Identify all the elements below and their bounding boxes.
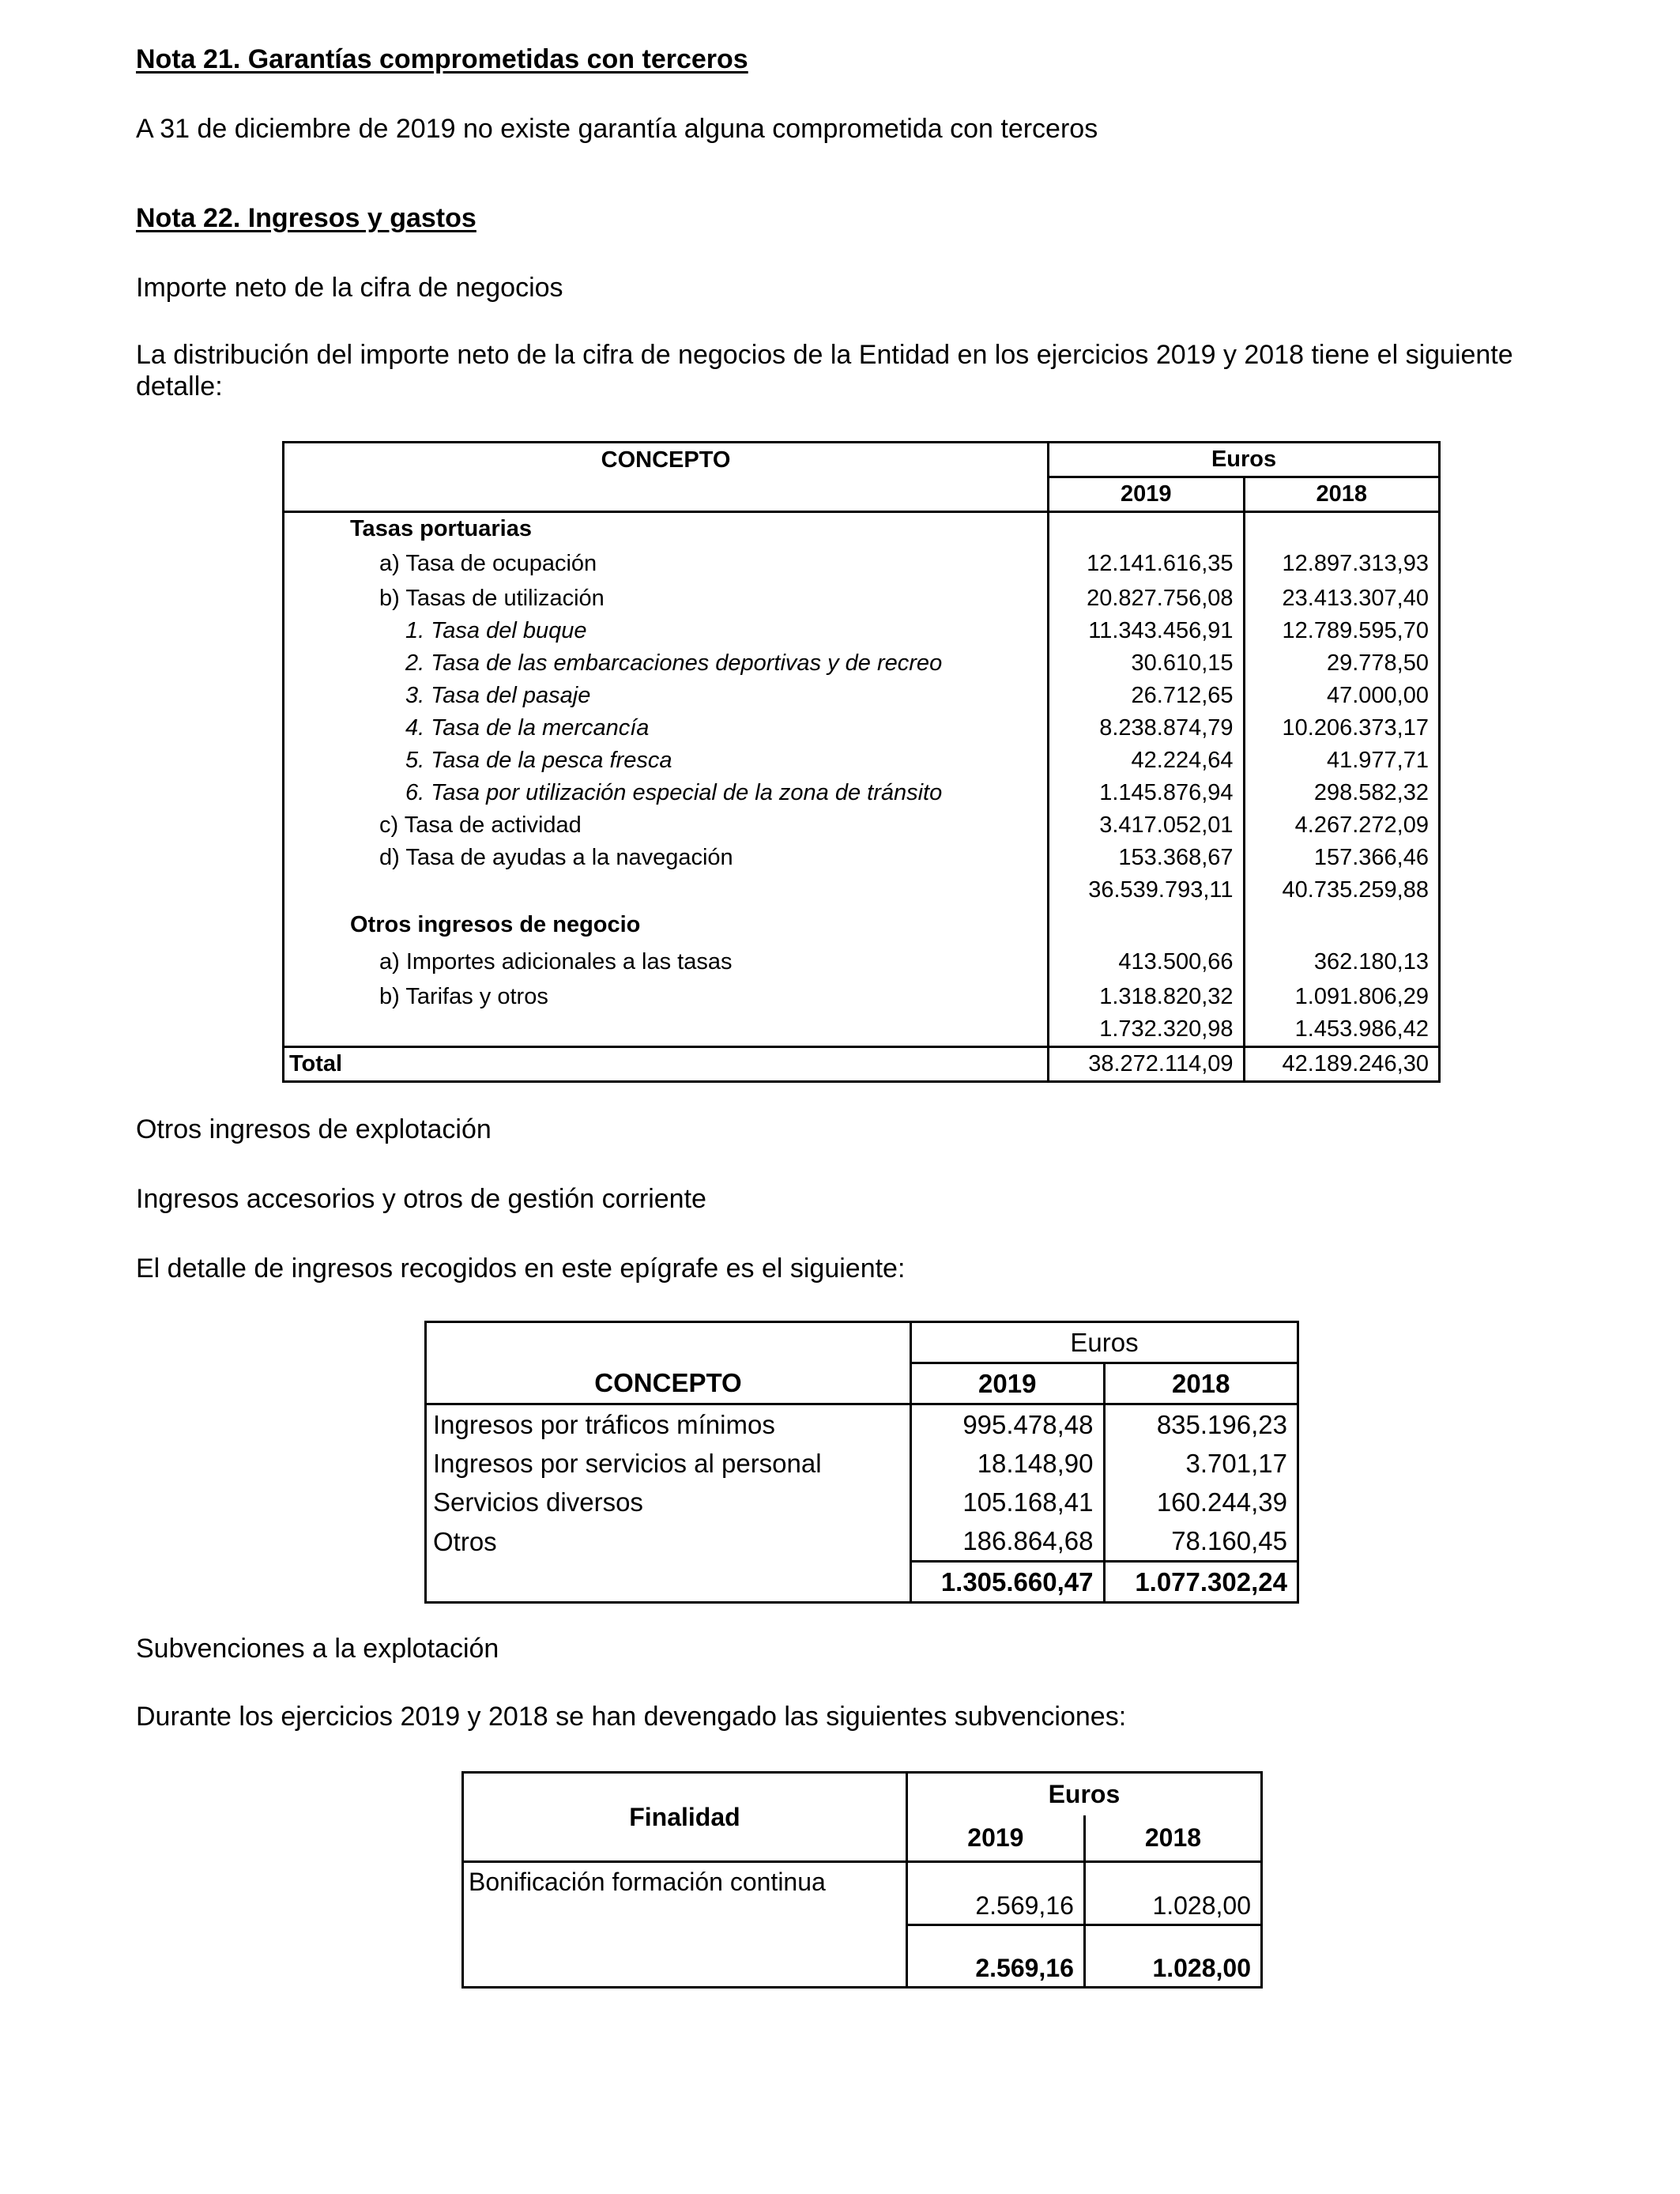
subvenciones-intro: Durante los ejercicios 2019 y 2018 se han devengado las siguientes subvenciones:: [136, 1702, 1127, 1732]
row-label: 1. Tasa del buque: [284, 615, 1049, 647]
header-euros: Euros: [1049, 443, 1440, 477]
row-2019: 413.500,66: [1049, 944, 1244, 981]
table-row: [426, 1483, 1298, 1521]
total-2019: 2.569,16: [906, 1924, 1084, 1987]
row-label: d) Tasa de ayudas a la navegación: [284, 842, 1049, 874]
row-2018: 41.977,71: [1244, 745, 1439, 777]
header-2019: 2019: [906, 1815, 1084, 1862]
tasas-subtotal-2019: 36.539.793,11: [1049, 874, 1244, 907]
header-2019: 2019: [1049, 477, 1244, 512]
row-2019: 42.224,64: [1049, 745, 1244, 777]
row-2019: 3.417.052,01: [1049, 809, 1244, 842]
row-2019: 153.368,67: [1049, 842, 1244, 874]
table-row: [284, 842, 1440, 874]
subvenciones-subtitle: Subvenciones a la explotación: [136, 1634, 499, 1664]
table-row: [284, 582, 1440, 615]
row-2018: 157.366,46: [1244, 842, 1439, 874]
nota-21-text: A 31 de diciembre de 2019 no existe garantía alguna comprometida con terceros: [136, 114, 1098, 144]
subvenciones-table: [461, 1771, 1263, 1989]
row-2019: 26.712,65: [1049, 680, 1244, 712]
total-row: [284, 1047, 1440, 1082]
row-2019: 995.478,48: [911, 1404, 1105, 1445]
header-2018: 2018: [1104, 1363, 1298, 1404]
nota-21-heading: Nota 21. Garantías comprometidas con terceros: [136, 44, 748, 74]
row-2019: 105.168,41: [911, 1483, 1105, 1521]
otros-subtotal-2018: 1.453.986,42: [1244, 1013, 1439, 1047]
row-2018: 12.897.313,93: [1244, 545, 1439, 582]
table-row: [284, 944, 1440, 981]
row-label: b) Tarifas y otros: [284, 981, 1049, 1013]
row-label: Ingresos por tráficos mínimos: [426, 1404, 911, 1445]
otros-subtotal-2019: 1.732.320,98: [1049, 1013, 1244, 1047]
table-row: [284, 712, 1440, 745]
row-2018: 1.091.806,29: [1244, 981, 1439, 1013]
row-2018: 47.000,00: [1244, 680, 1439, 712]
row-label: Servicios diversos: [426, 1483, 911, 1521]
row-2018: 10.206.373,17: [1244, 712, 1439, 745]
total-2019: 38.272.114,09: [1049, 1047, 1244, 1082]
row-label: Ingresos por servicios al personal: [426, 1444, 911, 1483]
row-2019: 186.864,68: [911, 1521, 1105, 1562]
row-2018: 362.180,13: [1244, 944, 1439, 981]
row-2019: 8.238.874,79: [1049, 712, 1244, 745]
row-2018: 160.244,39: [1104, 1483, 1298, 1521]
table-row: [426, 1404, 1298, 1445]
row-2018: 12.789.595,70: [1244, 615, 1439, 647]
row-2018: 298.582,32: [1244, 777, 1439, 809]
row-2018: 3.701,17: [1104, 1444, 1298, 1483]
row-2019: 2.569,16: [906, 1862, 1084, 1925]
total-row: [463, 1924, 1262, 1987]
header-concepto: CONCEPTO: [426, 1363, 911, 1404]
header-blank: [284, 477, 1049, 512]
ingresos-accesorios-table: [424, 1321, 1299, 1604]
ingresos-accesorios-intro: El detalle de ingresos recogidos en este epígrafe es el siguiente:: [136, 1253, 906, 1284]
row-2018: 29.778,50: [1244, 647, 1439, 680]
header-finalidad: Finalidad: [463, 1773, 907, 1862]
table-row: [426, 1521, 1298, 1562]
cifra-negocios-table: [282, 441, 1441, 1083]
table-row: [284, 545, 1440, 582]
row-2018: 23.413.307,40: [1244, 582, 1439, 615]
row-label: 5. Tasa de la pesca fresca: [284, 745, 1049, 777]
row-2018: 78.160,45: [1104, 1521, 1298, 1562]
cifra-negocios-intro: La distribución del importe neto de la cifra de negocios de la Entidad en los ejercicios 2019 y 2018 tiene el siguiente detalle:: [136, 340, 1513, 401]
tasas-subtotal-2018: 40.735.259,88: [1244, 874, 1439, 907]
table-row: [284, 745, 1440, 777]
table-row: [284, 615, 1440, 647]
table-row: [284, 680, 1440, 712]
total-label: Total: [284, 1047, 1049, 1082]
row-2018: 835.196,23: [1104, 1404, 1298, 1445]
table-row: [284, 647, 1440, 680]
row-2019: 1.145.876,94: [1049, 777, 1244, 809]
row-label: a) Importes adicionales a las tasas: [284, 944, 1049, 981]
total-2018: 1.077.302,24: [1104, 1562, 1298, 1603]
table-row: [284, 809, 1440, 842]
otros-ingresos-explotacion-subtitle: Otros ingresos de explotación: [136, 1114, 492, 1144]
row-label: 2. Tasa de las embarcaciones deportivas y de recreo: [284, 647, 1049, 680]
header-2019: 2019: [911, 1363, 1105, 1404]
total-2019: 1.305.660,47: [911, 1562, 1105, 1603]
header-euros: Euros: [906, 1773, 1261, 1815]
row-2019: 11.343.456,91: [1049, 615, 1244, 647]
row-label: Otros: [426, 1521, 911, 1562]
total-row: [426, 1562, 1298, 1603]
total-2018: 1.028,00: [1084, 1924, 1261, 1987]
nota-22-heading: Nota 22. Ingresos y gastos: [136, 203, 477, 233]
row-label: 4. Tasa de la mercancía: [284, 712, 1049, 745]
table-row: [284, 777, 1440, 809]
header-concepto: CONCEPTO: [284, 443, 1049, 477]
row-label: c) Tasa de actividad: [284, 809, 1049, 842]
row-2019: 30.610,15: [1049, 647, 1244, 680]
row-label: b) Tasas de utilización: [284, 582, 1049, 615]
table-row: [463, 1862, 1262, 1925]
header-euros: Euros: [911, 1322, 1298, 1363]
header-2018: 2018: [1244, 477, 1439, 512]
row-2018: 4.267.272,09: [1244, 809, 1439, 842]
otros-subtotal-row: [284, 1013, 1440, 1047]
row-2019: 1.318.820,32: [1049, 981, 1244, 1013]
row-label: 3. Tasa del pasaje: [284, 680, 1049, 712]
header-2018: 2018: [1084, 1815, 1261, 1862]
row-label: Bonificación formación continua: [463, 1862, 907, 1925]
table-row: [284, 981, 1440, 1013]
ingresos-accesorios-subtitle: Ingresos accesorios y otros de gestión corriente: [136, 1184, 706, 1214]
tasas-subtotal-row: [284, 874, 1440, 907]
row-label: 6. Tasa por utilización especial de la zona de tránsito: [284, 777, 1049, 809]
row-2019: 20.827.756,08: [1049, 582, 1244, 615]
otros-ingresos-title: Otros ingresos de negocio: [284, 907, 1049, 944]
row-2018: 1.028,00: [1084, 1862, 1261, 1925]
table-row: [426, 1444, 1298, 1483]
cifra-negocios-subtitle: Importe neto de la cifra de negocios: [136, 273, 563, 303]
row-label: a) Tasa de ocupación: [284, 545, 1049, 582]
row-2019: 12.141.616,35: [1049, 545, 1244, 582]
total-2018: 42.189.246,30: [1244, 1047, 1439, 1082]
row-2019: 18.148,90: [911, 1444, 1105, 1483]
tasas-portuarias-title: Tasas portuarias: [284, 512, 1049, 546]
